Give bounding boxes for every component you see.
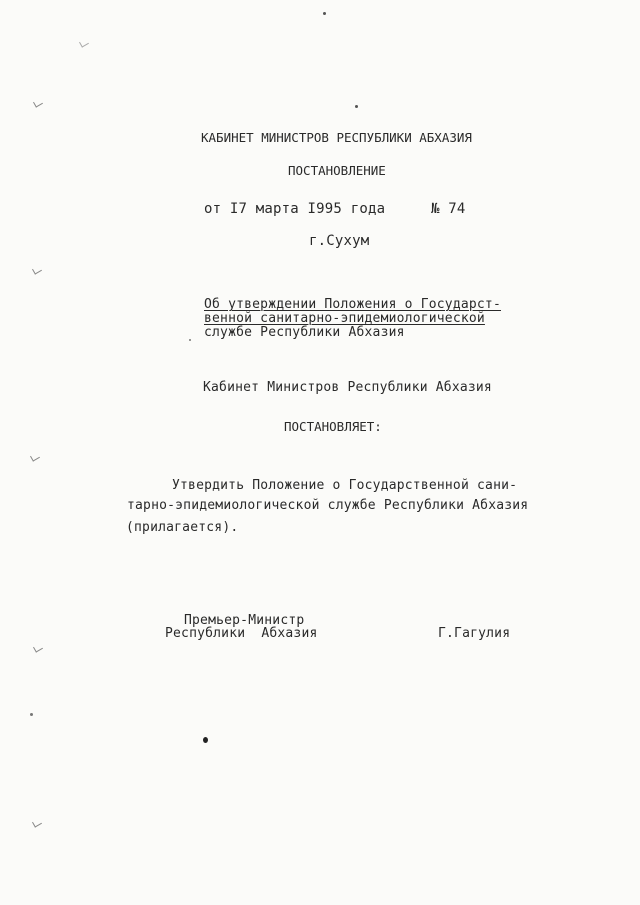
document-type-heading: ПОСТАНОВЛЕНИЕ bbox=[288, 163, 386, 178]
document-date: от I7 марта I995 года bbox=[204, 201, 386, 217]
scan-edge-mark bbox=[32, 818, 42, 827]
body-paragraph-line: тарно-эпидемиологической службе Республики Абхазия bbox=[127, 498, 529, 513]
subject-line: венной санитарно-эпидемиологической bbox=[204, 311, 485, 326]
scan-speck bbox=[355, 105, 358, 108]
cabinet-title: КАБИНЕТ МИНИСТРОВ РЕСПУБЛИКИ АБХАЗИЯ bbox=[201, 130, 472, 145]
scan-edge-mark bbox=[33, 643, 43, 652]
document-number: № 74 bbox=[431, 201, 466, 217]
resolves-heading: ПОСТАНОВЛЯЕТ: bbox=[284, 419, 382, 434]
scan-speck bbox=[203, 737, 208, 743]
scan-edge-mark bbox=[33, 98, 43, 107]
scan-speck bbox=[323, 12, 326, 15]
scan-speck bbox=[30, 713, 33, 716]
signatory-position: Премьер-Министр bbox=[184, 613, 305, 628]
scan-edge-mark bbox=[79, 38, 89, 47]
subject-line: Об утверждении Положения о Государст- bbox=[204, 297, 501, 312]
scan-edge-mark bbox=[30, 452, 40, 461]
document-place: г.Сухум bbox=[309, 233, 370, 249]
body-paragraph-line: (прилагается). bbox=[126, 520, 239, 535]
preamble-text: Кабинет Министров Республики Абхазия bbox=[203, 380, 492, 395]
signatory-name: Г.Гагулия bbox=[438, 626, 511, 641]
body-paragraph-line: Утвердить Положение о Государственной сани- bbox=[172, 478, 518, 493]
scan-edge-mark bbox=[32, 265, 42, 274]
signatory-position: Республики Абхазия bbox=[165, 626, 318, 641]
scan-speck bbox=[189, 339, 191, 341]
subject-line: службе Республики Абхазия bbox=[204, 325, 405, 340]
